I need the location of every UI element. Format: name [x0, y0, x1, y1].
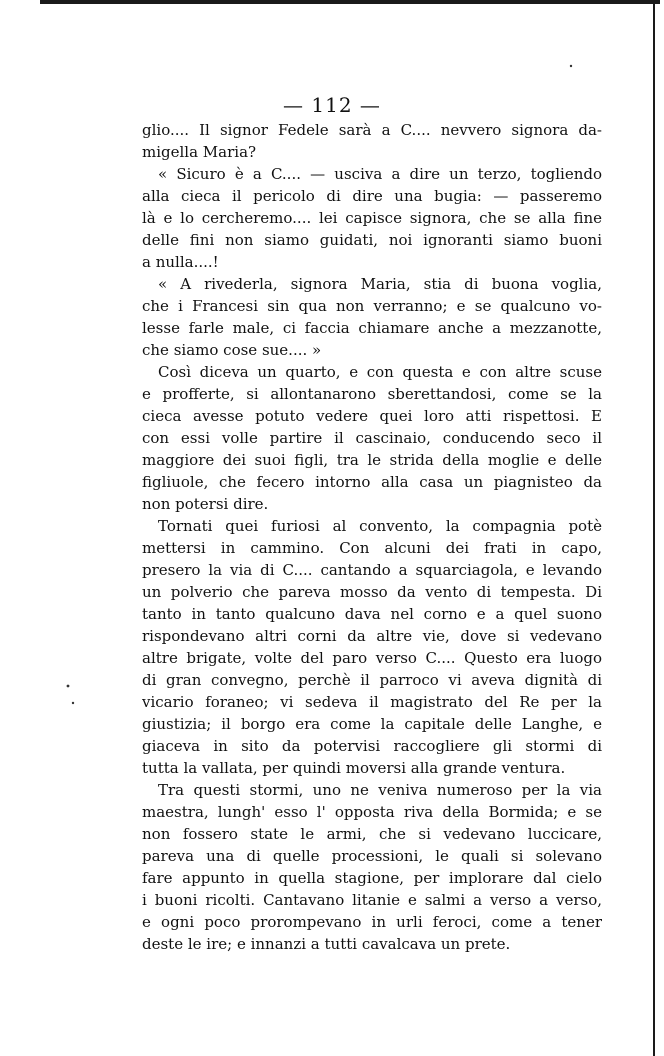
text-line: a nulla....!: [142, 253, 219, 271]
text-line: là e lo cercheremo.... lei capisce signora, che se alla fine: [142, 209, 602, 227]
text-line: che siamo cose sue.... »: [142, 341, 322, 359]
text-line: vicario foraneo; vi sedeva il magistrato del Re per la: [142, 693, 602, 711]
text-line: giaceva in sito da potervisi raccogliere gli stormi di: [142, 737, 602, 755]
text-line: alla cieca il pericolo di dire una bugia: — passeremo: [142, 187, 602, 205]
text-line: maestra, lungh' esso l' opposta riva della Bormida; e se: [142, 803, 602, 821]
text-line: con essi volle partire il cascinaio, conducendo seco il: [142, 429, 602, 447]
page-number: — 112 —: [283, 93, 381, 117]
text-line: Tra questi stormi, uno ne veniva numeroso per la via: [158, 781, 602, 799]
text-line: glio.... Il signor Fedele sarà a C.... nevvero signora da-: [142, 121, 602, 139]
text-line: tutta la vallata, per quindi moversi alla grande ventura.: [142, 759, 566, 777]
text-line: maggiore dei suoi figli, tra le strida della moglie e delle: [142, 451, 602, 469]
text-line: non fossero state le armi, che si vedevano luccicare,: [142, 825, 602, 843]
text-line: i buoni ricolti. Cantavano litanie e salmi a verso a verso,: [142, 891, 602, 909]
text-line: altre brigate, volte del paro verso C.... Questo era luogo: [142, 649, 602, 667]
text-line: rispondevano altri corni da altre vie, dove si vedevano: [142, 627, 602, 645]
text-line: presero la via di C.... cantando a squarciagola, e levando: [142, 561, 602, 579]
text-line: di gran convegno, perchè il parroco vi aveva dignità di: [142, 671, 602, 689]
text-line: « A rivederla, signora Maria, stia di buona voglia,: [158, 275, 602, 293]
text-line: tanto in tanto qualcuno dava nel corno e a quel suono: [142, 605, 602, 623]
text-line: figliuole, che fecero intorno alla casa un piagnisteo da: [142, 473, 602, 491]
text-line: mettersi in cammino. Con alcuni dei frati in capo,: [142, 539, 602, 557]
text-line: e ogni poco prorompevano in urli feroci, come a tener: [142, 913, 602, 931]
text-line: che i Francesi sin qua non verranno; e se qualcuno vo-: [142, 297, 602, 315]
text-line: Così diceva un quarto, e con questa e con altre scuse: [158, 363, 602, 381]
text-line: pareva una di quelle processioni, le quali si solevano: [142, 847, 602, 865]
page-text: [142, 119, 602, 955]
text-line: fare appunto in quella stagione, per implorare dal cielo: [142, 869, 602, 887]
text-line: lesse farle male, ci faccia chiamare anche a mezzanotte,: [142, 319, 602, 337]
text-line: un polverio che pareva mosso da vento di tempesta. Di: [142, 583, 602, 601]
text-line: Tornati quei furiosi al convento, la compagnia potè: [158, 517, 602, 535]
text-line: « Sicuro è a C.... — usciva a dire un terzo, togliendo: [158, 165, 602, 183]
text-line: non potersi dire.: [142, 495, 269, 513]
text-line: e profferte, si allontanarono sberettandosi, come se la: [142, 385, 602, 403]
text-line: cieca avesse potuto vedere quei loro atti rispettosi. E: [142, 407, 602, 425]
text-line: deste le ire; e innanzi a tutti cavalcava un prete.: [142, 935, 511, 953]
text-line: migella Maria?: [142, 143, 257, 161]
text-line: delle fini non siamo guidati, noi ignoranti siamo buoni: [142, 231, 602, 249]
text-line: giustizia; il borgo era come la capitale delle Langhe, e: [142, 715, 602, 733]
